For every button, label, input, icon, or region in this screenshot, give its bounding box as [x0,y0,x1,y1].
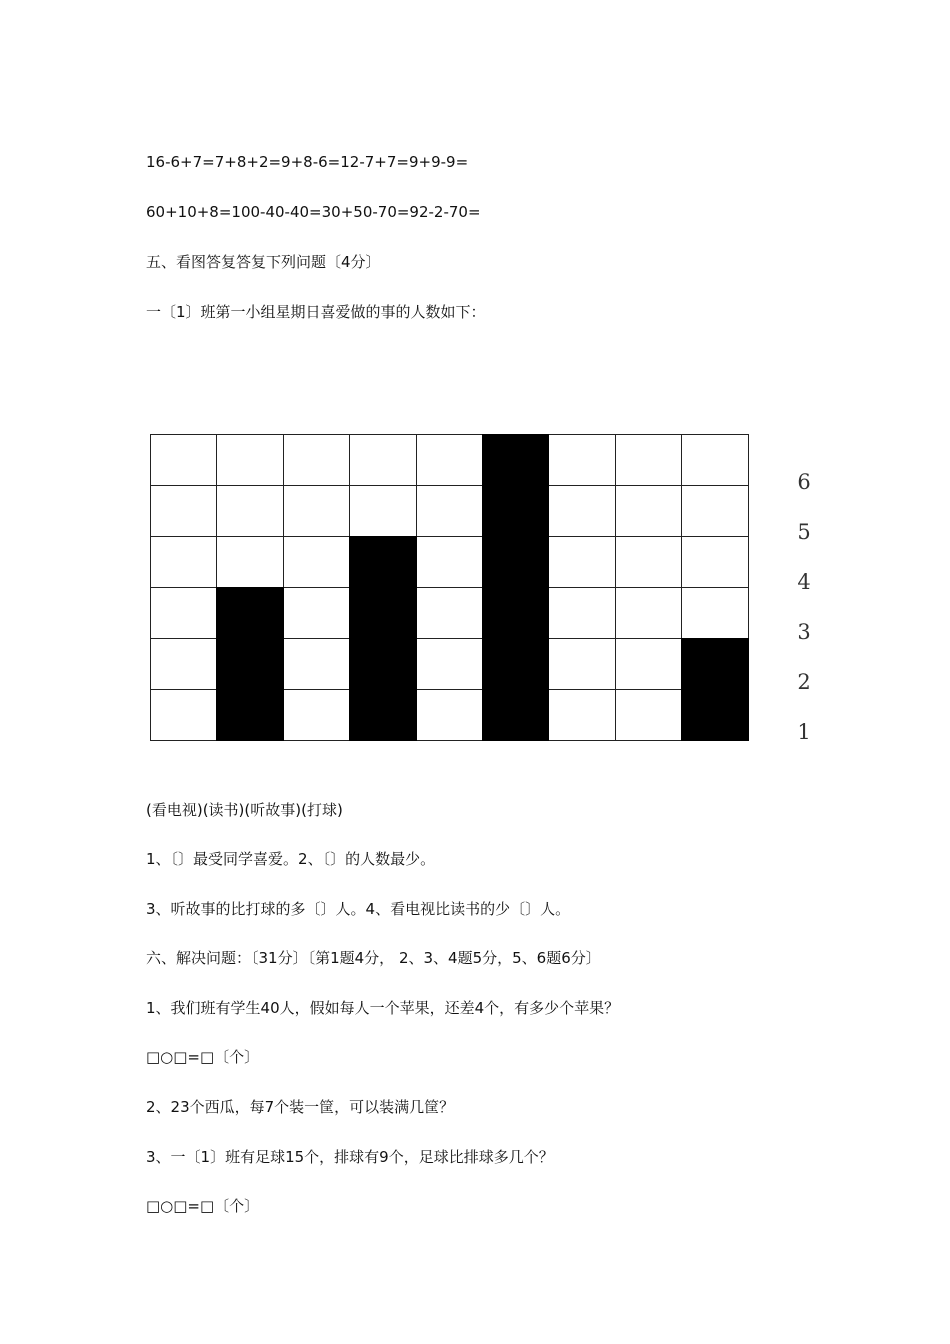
y-tick-label: 6 [797,470,811,494]
y-tick-label: 3 [797,620,811,644]
grid-cell [615,689,682,741]
grid-cell [349,485,416,537]
y-tick-label: 4 [797,570,811,594]
grid-cell [150,485,217,537]
grid-cell [216,434,283,486]
chart-intro: 一〔1〕班第一小组星期日喜爱做的事的人数如下： [146,303,486,321]
grid-cell [283,689,350,741]
grid-cell [216,536,283,588]
y-tick-label: 1 [797,720,811,744]
grid-cell [548,638,615,690]
grid-cell [150,536,217,588]
grid-cell [615,434,682,486]
grid-cell [216,485,283,537]
grid-cell [548,485,615,537]
answer-template-1: □○□=□〔个〕 [146,1048,260,1066]
y-tick-label: 2 [797,670,811,694]
grid-cell [681,485,748,537]
grid-cell [283,638,350,690]
grid-cell [548,434,615,486]
grid-cell [615,638,682,690]
y-tick-label: 5 [797,520,811,544]
problem-1: 1、我们班有学生40人，假如每人一个苹果，还差4个，有多少个苹果？ [146,999,620,1017]
grid-cell [150,689,217,741]
problem-3: 3、一〔1〕班有足球15个，排球有9个，足球比排球多几个？ [146,1148,554,1166]
chart-bar [216,587,283,741]
grid-cell [681,587,748,639]
grid-cell [615,485,682,537]
question-3-4: 3、听故事的比打球的多〔〕人。4、看电视比读书的少〔〕人。 [146,900,571,918]
grid-cell [150,638,217,690]
bar-chart-grid [150,434,748,740]
grid-cell [416,587,483,639]
chart-bar [482,434,549,741]
section-six-heading: 六、解决问题：〔31分〕〔第1题4分， 2、3、4题5分，5、6题6分〕 [146,949,601,967]
problem-2: 2、23个西瓜，每7个装一筐，可以装满几筐？ [146,1098,455,1116]
grid-cell [681,536,748,588]
grid-cell [283,434,350,486]
grid-cell [283,587,350,639]
equation-line-1: 16-6+7=7+8+2=9+8-6=12-7+7=9+9-9= [146,153,469,171]
grid-cell [283,536,350,588]
grid-cell [349,434,416,486]
grid-cell [416,485,483,537]
equation-line-2: 60+10+8=100-40-40=30+50-70=92-2-70= [146,203,481,221]
grid-cell [416,536,483,588]
grid-cell [548,587,615,639]
grid-cell [416,434,483,486]
question-1-2: 1、〔〕最受同学喜爱。2、〔〕的人数最少。 [146,850,436,868]
category-labels: (看电视)(读书)(听故事)(打球) [146,801,343,819]
grid-cell [615,536,682,588]
grid-cell [615,587,682,639]
chart-bar [349,536,416,741]
grid-cell [681,434,748,486]
grid-cell [548,689,615,741]
answer-template-3: □○□=□〔个〕 [146,1197,260,1215]
grid-cell [416,638,483,690]
grid-cell [283,485,350,537]
chart-bar [681,638,748,741]
grid-cell [416,689,483,741]
grid-cell [150,434,217,486]
section-five-heading: 五、看图答复答复下列问题〔4分〕 [146,253,381,271]
grid-cell [548,536,615,588]
grid-cell [150,587,217,639]
